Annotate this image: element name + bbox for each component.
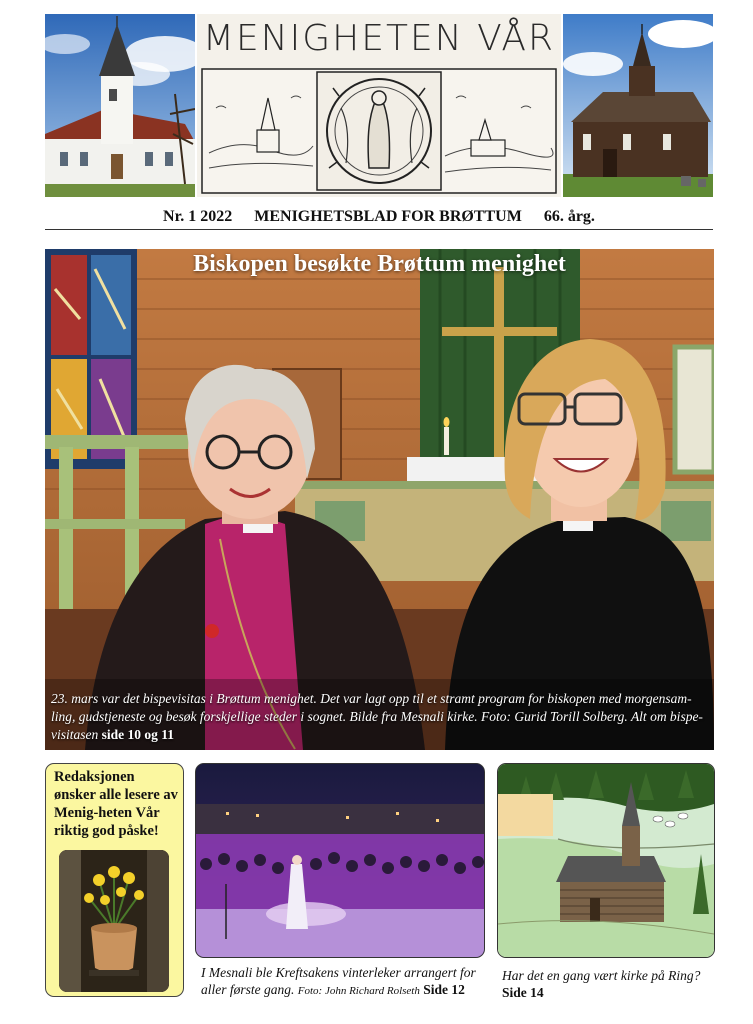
bishop-visit-photo — [45, 249, 714, 750]
stave-church-photo — [563, 14, 713, 197]
masthead-title: MENIGHETEN VÅR — [202, 18, 556, 59]
winter-games-page-ref: Side 12 — [423, 982, 465, 997]
volume-label: 66. årg. — [543, 208, 595, 225]
main-story-photo — [45, 249, 714, 750]
winter-games-caption-text: I Mesnali ble Kreftsakens vinterleker arrangert for aller første gang. — [201, 965, 476, 997]
winter-games-photo-credit: Foto: John Richard Rolseth — [297, 985, 420, 997]
issue-number: Nr. 1 2022 — [163, 208, 233, 225]
issue-year: 2022 — [200, 208, 233, 225]
daffodil-pot-photo — [59, 850, 169, 992]
main-photo-caption — [51, 690, 708, 744]
publication-name: MENIGHETSBLAD FOR BRØTTUM — [254, 208, 522, 225]
ring-church-drawing — [497, 763, 715, 958]
winter-games-caption — [201, 964, 486, 1000]
main-caption-text: 23. mars var det bispevisitas i Brøttum menighet. Det var lagt opp til et stramt program for biskopen med morgensam-ling, gudstjeneste og besøk forskjellige steder i sognet. Bilde fra Mesnali kirke. Foto: Gurid Torill Solberg. Alt om bispe-visitasen — [51, 691, 703, 742]
issue-line — [45, 205, 713, 230]
main-headline: Biskopen besøkte Brøttum menighet — [193, 251, 566, 277]
ring-church-caption-text: Har det en gang vært kirke på Ring? — [502, 968, 701, 983]
ring-church-caption — [502, 967, 713, 1001]
easter-greeting-box — [45, 763, 184, 997]
masthead-woodcut-illustration — [201, 68, 557, 194]
easter-greeting-text: Redaksjonen ønsker alle lesere av Menig-heten Vår riktig god påske! — [54, 769, 178, 839]
ring-church-page-ref: Side 14 — [502, 985, 544, 1000]
winter-games-photo — [195, 763, 485, 958]
main-page-ref: side 10 og 11 — [101, 727, 175, 742]
masthead — [197, 14, 561, 197]
white-church-photo — [45, 14, 195, 197]
